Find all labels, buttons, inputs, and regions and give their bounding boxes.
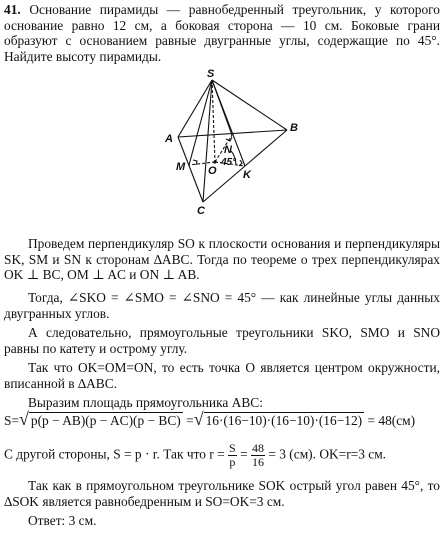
label-s: S — [207, 68, 215, 80]
solution-paragraph-5: Выразим площадь прямоугольника ABC: — [28, 395, 263, 410]
label-k: K — [243, 169, 251, 181]
sqrt-sign: √ — [193, 409, 204, 429]
edge-sb — [212, 80, 287, 130]
formula-s-left: S= — [4, 413, 19, 428]
label-o: O — [208, 165, 217, 177]
label-angle: 45° — [221, 157, 237, 168]
solution-paragraph-4: Так что OK=OM=ON, то есть точка O является центром окружности, вписанной в ∆ABC. — [4, 360, 440, 391]
label-b: B — [290, 122, 298, 134]
solution-paragraph-1: Проведем перпендикуляр SO к плоскости основания и перпендикуляры SK, SM и SN к сторонам ∆ABC. Тогда по теореме о трех перпендикулярах OK ⊥ BC, OM ⊥ AC и ON ⊥ AB. — [4, 236, 440, 283]
solution-paragraph-2: Тогда, ∠SKO = ∠SMO = ∠SNO = 45° — как линейные углы данных двугранных углов. — [4, 290, 440, 321]
height-so — [212, 80, 215, 162]
fraction-numerator: 48 — [251, 441, 264, 455]
formula-2-equals: = — [240, 446, 248, 462]
formula-radicand-2: 16·(16−10)·(16−10)·(16−12) — [205, 413, 363, 428]
formula-2-start: С другой стороны, S = p · r. Так что r = — [4, 446, 225, 462]
fraction-48-over-16 — [251, 442, 265, 469]
label-n: N — [224, 144, 232, 156]
area-formula — [4, 411, 415, 429]
fraction-denominator: p — [229, 455, 236, 469]
formula-result: = 48(см) — [367, 413, 416, 428]
label-m: M — [176, 161, 186, 173]
edge-sa — [178, 80, 212, 137]
sqrt-sign: √ — [19, 409, 29, 429]
solution-paragraph-6: Так как в прямоугольном треугольнике SOK острый угол равен 45°, то ∆SOK является равнобедренным и SO=OK=3 см. — [4, 478, 440, 509]
fraction-denominator: 16 — [251, 455, 264, 469]
label-c: C — [197, 205, 205, 217]
problem-number: 41. — [4, 2, 21, 17]
fraction-s-over-p — [228, 442, 237, 469]
problem-text: Основание пирамиды — равнобедренный треугольник, у которого основание равно 12 см, а боковая сторона — 10 см. Боковые грани образуют с основанием равные двугранные углы, содержащие по 45°. Найдите высоту пирамиды. — [4, 2, 440, 64]
answer: Ответ: 3 см. — [28, 513, 97, 528]
formula-radicand-1: p(p − AB)(p − AC)(p − BC) — [30, 413, 181, 428]
formula-2-end: = 3 (см). OK=r=3 см. — [268, 446, 387, 462]
label-a: A — [165, 133, 173, 145]
point-o — [213, 160, 216, 163]
formula-equals: = — [186, 413, 194, 428]
fraction-numerator: S — [229, 441, 236, 455]
solution-paragraph-3: А следовательно, прямоугольные треугольники SKO, SMO и SNO равны по катету и острому углу. — [4, 325, 440, 356]
radius-formula — [4, 442, 386, 469]
